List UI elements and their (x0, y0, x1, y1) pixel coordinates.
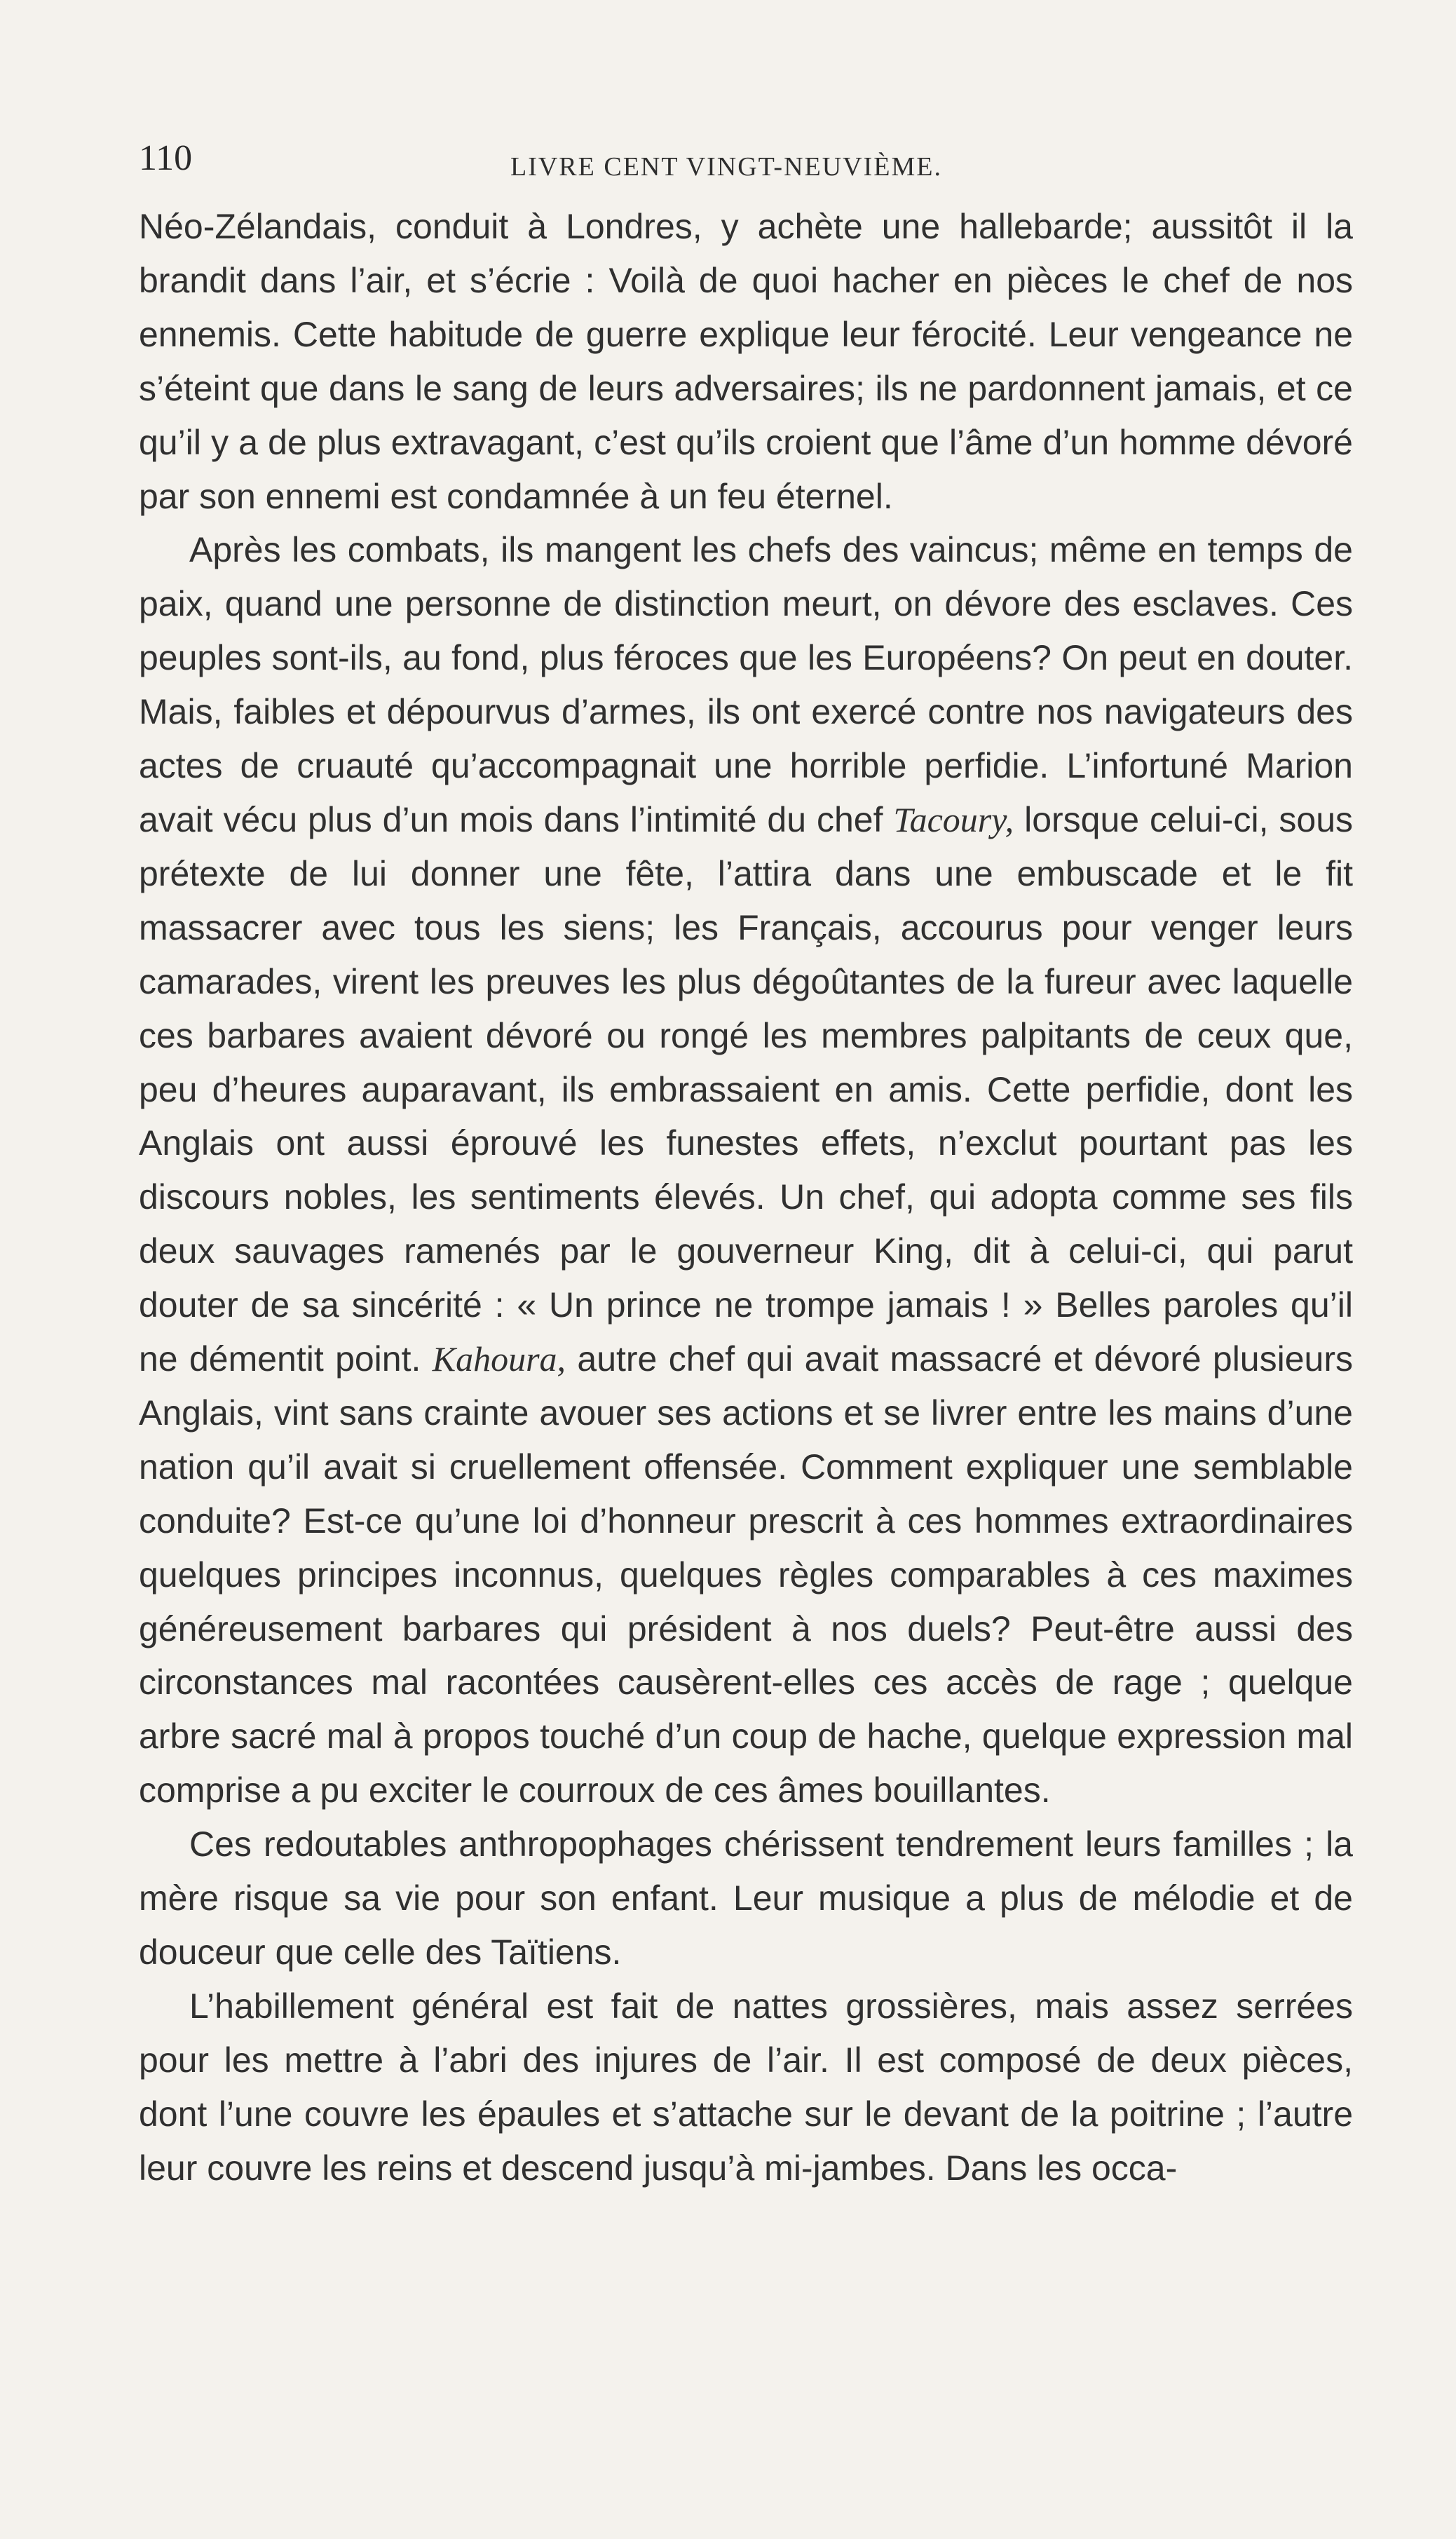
paragraph: L’habillement général est fait de nattes grossières, mais assez serrées pour les mettre à l’abri des injures de l’air. Il est composé de deux pièces, dont l’une couvre les épaules et s’attache sur le devant de la poitrine ; l’autre leur couvre les reins et descend jusqu’à mi-jambes. Dans les occa- (139, 1986, 1353, 2188)
paragraph-continuation: Néo-Zélandais, conduit à Londres, y achète une hallebarde; aussitôt il la brandit dans l’air, et s’écrie : Voilà de quoi hacher en pièces le chef de nos ennemis. Cette habitude de guerre explique leur férocité. Leur vengeance ne s’éteint que dans le sang de leurs adversaires; ils ne pardonnent jamais, et ce qu’il y a de plus extravagant, c’est qu’ils croient que l’âme d’un homme dévoré par son ennemi est condamnée à un feu éternel. (139, 207, 1353, 516)
paragraph: Ces redoutables anthropophages chérissent tendrement leurs familles ; la mère risque sa vie pour son enfant. Leur musique a plus de mélodie et de douceur que celle des Taïtiens. (139, 1824, 1353, 1972)
proper-name-kahoura: Kahoura, (432, 1339, 566, 1379)
page-number: 110 (139, 138, 193, 178)
paragraph: Après les combats, ils mangent les chefs des vaincus; même en temps de paix, quand une personne de distinction meurt, on dévore des esclaves. Ces peuples sont-ils, au fond, plus féroces que les Européens? On peut en douter. Mais, faibles et dépourvus d’armes, ils ont exercé contre nos navigateurs des actes de cruauté qu’accompagnait une horrible perfidie. L’infortuné Marion avait vécu plus d’un mois dans l’intimité du chef Tacoury, lorsque celui-ci, sous prétexte de lui donner une fête, l’attira dans une embuscade et le fit massacrer avec tous les siens; les Français, accourus pour venger leurs camarades, virent les preuves les plus dégoûtantes de la fureur avec laquelle ces barbares avaient dévoré ou rongé les membres palpitants de ceux que, peu d’heures auparavant, ils embrassaient en amis. Cette perfidie, dont les Anglais ont aussi éprouvé les funestes effets, n’exclut pourtant pas les discours nobles, les sentiments élevés. Un chef, qui adopta comme ses fils deux sauvages ramenés par le gouverneur King, dit à celui-ci, qui parut douter de sa sincérité : « Un prince ne trompe jamais ! » Belles paroles qu’il ne démentit point. Kahoura, autre chef qui avait massacré et dévoré plusieurs Anglais, vint sans crainte avouer ses actions et se livrer entre les mains d’une nation qu’il avait si cruellement offensée. Comment expliquer une semblable conduite? Est-ce qu’une loi d’honneur prescrit à ces hommes extraordinaires quelques principes inconnus, quelques règles comparables à ces maximes généreusement barbares qui président à nos duels? Peut-être aussi des circonstances mal racontées causèrent-elles ces accès de rage ; quelque arbre sacré mal à propos touché d’un coup de hache, quelque expression mal comprise a pu exciter le courroux de ces âmes bouillantes. (139, 530, 1354, 1810)
running-head: LIVRE CENT VINGT-NEUVIÈME. (510, 152, 942, 182)
body-text (139, 200, 1353, 2195)
proper-name-tacoury: Tacoury, (893, 799, 1014, 839)
page-header (139, 132, 1353, 195)
